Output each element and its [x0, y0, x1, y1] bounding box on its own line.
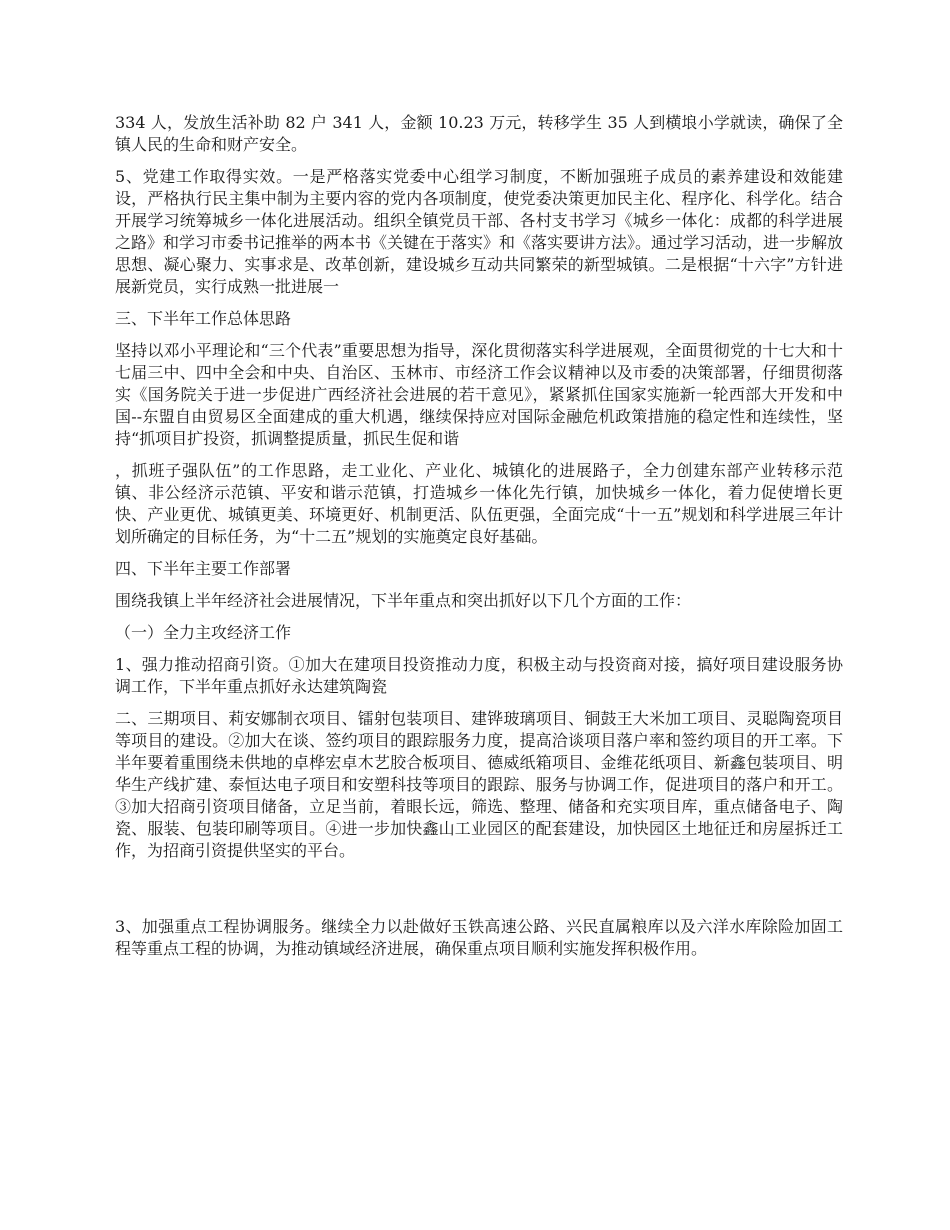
paragraph-focus-intro: 围绕我镇上半年经济社会进展情况，下半年重点和突出抓好以下几个方面的工作： — [115, 591, 692, 610]
paragraph-guiding-principles: 坚持以邓小平理论和“三个代表”重要思想为指导，深化贯彻落实科学进展观，全面贯彻党的十七大和十七届三中、四中全会和中央、自治区、玉林市、市经济工作会议精神以及市委的决策部署，仔细贯彻落实《国务院关于进一步促进广西经济社会进展的若干意见》，紧紧抓住国家实施新一轮西部大开发和中国--东盟自由贸易区全面建成的重大机遇，继续保持应对国际金融危机政策措施的稳定性和连续性，坚持“抓项目扩投资，抓调整提质量，抓民生促和谐 — [115, 341, 843, 448]
paragraph-key-projects: 3、加强重点工程协调服务。继续全力以赴做好玉铁高速公路、兴民直属粮库以及六洋水库除险加固工程等重点工程的协调，为推动镇域经济进展，确保重点项目顺利实施发挥积极作用。 — [115, 917, 843, 958]
section-heading-overall-approach: 三、下半年工作总体思路 — [115, 309, 292, 328]
paragraph-investment-promotion: 1、强力推动招商引资。①加大在建项目投资推动力度，积极主动与投资商对接，搞好项目建设服务协调工作，下半年重点抓好永达建筑陶瓷 — [115, 655, 843, 696]
subsection-heading-economy: （一）全力主攻经济工作 — [115, 623, 292, 642]
document-body — [115, 112, 843, 970]
paragraph-project-list: 二、三期项目、莉安娜制衣项目、镭射包装项目、建铧玻璃项目、铜鼓王大米加工项目、灵聪陶瓷项目等项目的建设。②加大在谈、签约项目的跟踪服务力度，提高洽谈项目落户率和签约项目的开工率。下半年要着重围绕未供地的卓桦宏卓木艺胶合板项目、德威纸箱项目、金维花纸项目、新鑫包装项目、明华生产线扩建、泰恒达电子项目和安塑科技等项目的跟踪、服务与协调工作，促进项目的落户和开工。③加大招商引资项目储备，立足当前，着眼长远，筛选、整理、储备和充实项目库，重点储备电子、陶瓷、服装、包装印刷等项目。④进一步加快鑫山工业园区的配套建设，加快园区土地征迁和房屋拆迁工作，为招商引资提供坚实的平台。 — [115, 709, 843, 860]
section-heading-work-plan: 四、下半年主要工作部署 — [115, 559, 292, 578]
paragraph-work-approach: ，抓班子强队伍”的工作思路，走工业化、产业化、城镇化的进展路子，全力创建东部产业转移示范镇、非公经济示范镇、平安和谐示范镇，打造城乡一体化先行镇，加快城乡一体化，着力促使增长更快、产业更优、城镇更美、环境更好、机制更活、队伍更强，全面完成“十一五”规划和科学进展三年计划所确定的目标任务，为“十二五”规划的实施奠定良好基础。 — [115, 461, 843, 546]
blank-gap — [115, 872, 843, 916]
paragraph-relief-summary: 334 人，发放生活补助 82 户 341 人，金额 10.23 万元，转移学生 35 人到横埌小学就读，确保了全镇人民的生命和财产安全。 — [115, 113, 843, 154]
paragraph-party-building: 5、党建工作取得实效。一是严格落实党委中心组学习制度，不断加强班子成员的素养建设和效能建设，严格执行民主集中制为主要内容的党内各项制度，使党委决策更加民主化、程序化、科学化。结合开展学习统筹城乡一体化进展活动。组织全镇党员干部、各村支书学习《城乡一体化：成都的科学进展之路》和学习市委书记推举的两本书《关键在于落实》和《落实要讲方法》。通过学习活动，进一步解放思想、凝心聚力、实事求是、改革创新，建设城乡互动共同繁荣的新型城镇。二是根据“十六字”方针进展新党员，实行成熟一批进展一 — [115, 167, 844, 296]
